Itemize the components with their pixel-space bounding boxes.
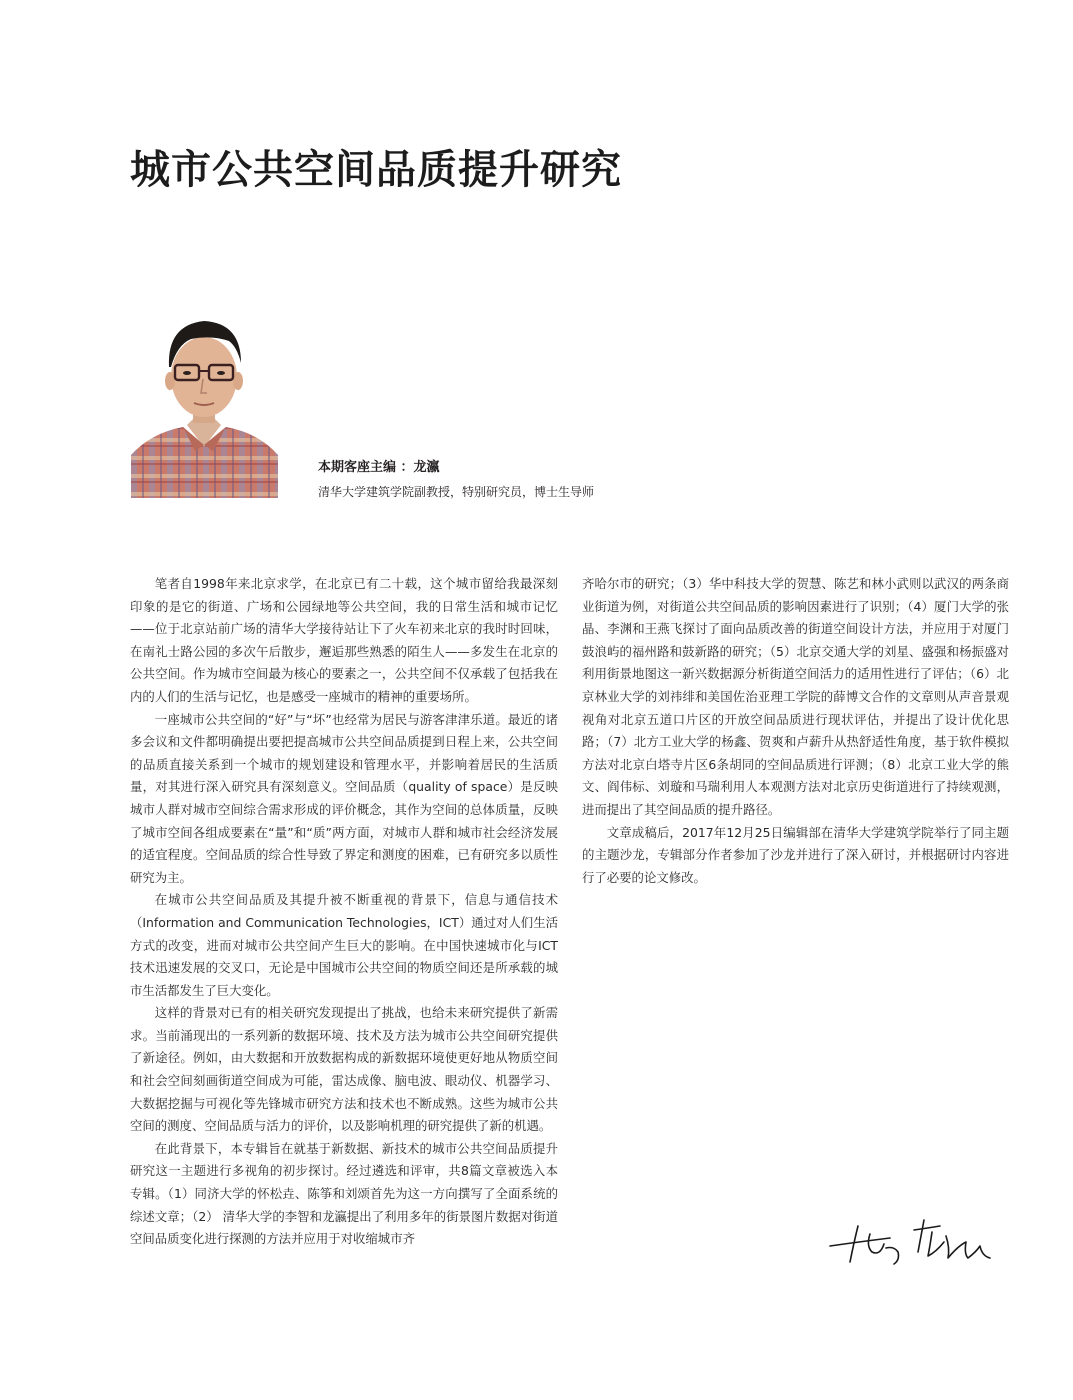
body-column-right (582, 573, 1009, 889)
body-paragraph: 在此背景下，本专辑旨在就基于新数据、新技术的城市公共空间品质提升研究这一主题进行多视角的初步探讨。经过遴选和评审，共8篇文章被选入本专辑。（1）同济大学的怀松垚、陈筝和刘颂首先为这一方向撰写了全面系统的综述文章；（2） 清华大学的李智和龙瀛提出了利用多年的街景图片数据对街道空间品质变化进行探测的方法并应用于对收缩城市齐 (130, 1140, 558, 1247)
body-paragraph: 在城市公共空间品质及其提升被不断重视的背景下，信息与通信技术（Information and Communication Technologies，ICT）通过对人们生活方式的改变，进而对城市公共空间产生巨大的影响。在中国快速城市化与ICT技术迅速发展的交叉口，无论是中国城市公共空间的物质空间还是所承载的城市生活都发生了巨大变化。 (130, 892, 558, 998)
handwritten-signature (828, 1212, 998, 1282)
body-column-left (130, 573, 558, 1251)
body-paragraph: 文章成稿后，2017年12月25日编辑部在清华大学建筑学院举行了同主题的主题沙龙，专辑部分作者参加了沙龙并进行了深入研讨，并根据研讨内容进行了必要的论文修改。 (582, 824, 1009, 885)
guest-editor-affiliation: 清华大学建筑学院副教授，特别研究员，博士生导师 (318, 485, 595, 499)
body-paragraph: 笔者自1998年来北京求学，在北京已有二十载，这个城市留给我最深刻印象的是它的街道、广场和公园绿地等公共空间，我的日常生活和城市记忆——位于北京站前广场的清华大学接待站让下了火车初来北京的我时时回味，在南礼士路公园的多次午后散步，邂逅那些熟悉的陌生人——多发生在北京的公共空间。作为城市空间最为核心的要素之一，公共空间不仅承载了包括我在内的人们的生活与记忆，也是感受一座城市的精神的重要场所。 (130, 576, 558, 704)
body-paragraph: 这样的背景对已有的相关研究发现提出了挑战，也给未来研究提供了新需求。当前涌现出的一系列新的数据环境、技术及方法为城市公共空间研究提供了新途径。例如，由大数据和开放数据构成的新数据环境使更好地从物质空间和社会空间刻画街道空间成为可能，雷达成像、脑电波、眼动仪、机器学习、大数据挖掘与可视化等先锋城市研究方法和技术也不断成熟。这些为城市公共空间的测度、空间品质与活力的评价，以及影响机理的研究提供了新的机遇。 (130, 1005, 558, 1134)
guest-editor-heading (318, 458, 718, 478)
body-paragraph: 齐哈尔市的研究；（3）华中科技大学的贺慧、陈艺和林小武则以武汉的两条商业街道为例，对街道公共空间品质的影响因素进行了识别；（4）厦门大学的张晶、李渊和王燕飞探讨了面向品质改善的街道空间设计方法，并应用于对厦门鼓浪屿的福州路和鼓新路的研究；（5）北京交通大学的刘星、盛强和杨振盛对利用街景地图这一新兴数据源分析街道空间活力的适用性进行了评估；（6）北京林业大学的刘祎绯和美国佐治亚理工学院的薛博文合作的文章则从声音景观视角对北京五道口片区的开放空间品质进行现状评估，并提出了设计优化思路；（7）北方工业大学的杨鑫、贺爽和卢薪升从热舒适性角度，基于软件模拟方法对北京白塔寺片区6条胡同的空间品质进行评测；（8）北京工业大学的熊文、阎伟标、刘璇和马瑞利用人本观测方法对北京历史街道进行了持续观测，进而提出了其空间品质的提升路径。 (582, 576, 1009, 817)
guest-editor-info (318, 458, 718, 502)
article-title: 城市公共空间品质提升研究 (130, 147, 622, 193)
guest-editor-label: 本期客座主编 ： (318, 460, 414, 475)
body-paragraph: 一座城市公共空间的“好”与“坏”也经常为居民与游客津津乐道。最近的诸多会议和文件都明确提出要把提高城市公共空间品质提到日程上来，公共空间的品质直接关系到一个城市的规划建设和管理水平，并影响着居民的生活质量，对其进行深入研究具有深刻意义。空间品质（quality of space）是反映城市人群对城市空间综合需求形成的评价概念，其作为空间的总体质量，反映了城市空间各组成要素在“量”和“质”两方面，对城市人群和城市社会经济发展的适宜程度。空间品质的综合性导致了界定和测度的困难，已有研究多以质性研究为主。 (130, 711, 558, 885)
editor-portrait (131, 305, 278, 498)
guest-editor-name: 龙瀛 (413, 460, 440, 475)
